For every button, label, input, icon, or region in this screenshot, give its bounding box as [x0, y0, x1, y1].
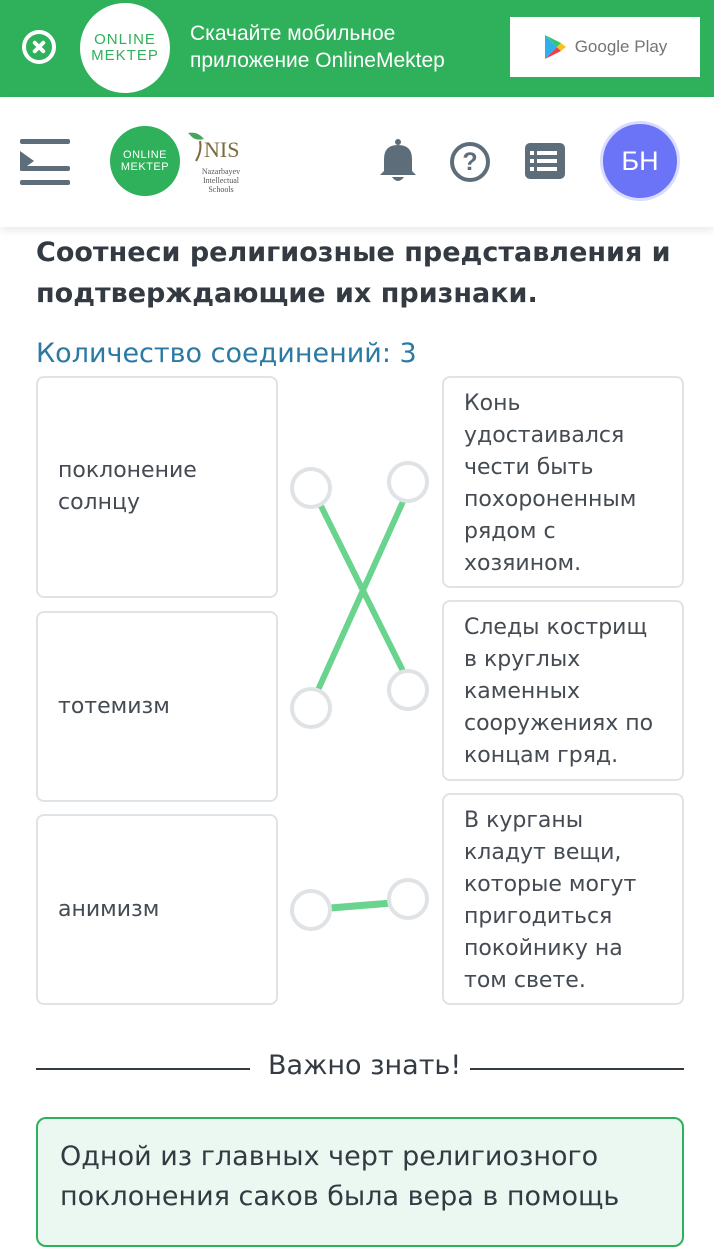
list-icon[interactable]	[525, 143, 565, 179]
user-avatar[interactable]: БН	[600, 121, 680, 201]
important-note-text: Одной из главных черт религиозного поклонения саков была вера в помощь	[60, 1141, 620, 1212]
right-option-1[interactable]	[442, 376, 684, 588]
header-logo-line2: MEKTEP	[120, 161, 170, 173]
right-option-2[interactable]	[442, 600, 684, 781]
bell-icon[interactable]	[378, 139, 418, 183]
divider-right	[470, 1068, 684, 1070]
google-play-label: Google Play	[574, 37, 668, 56]
connector-dot	[389, 671, 427, 709]
top-header	[0, 97, 714, 227]
connector-dot	[292, 689, 330, 727]
task-title: Соотнеси религиозные представления и подтверждающие их признаки.	[36, 237, 671, 309]
google-play-button[interactable]	[510, 17, 700, 77]
right-option-label: Конь удостаивался чести быть похороненным рядом с хозяином.	[464, 391, 637, 576]
logo-line1: ONLINE	[94, 31, 156, 48]
divider-left	[36, 1068, 250, 1070]
left-option-label: анимизм	[58, 896, 160, 922]
connector-dot	[292, 469, 330, 507]
connector-dot	[389, 463, 427, 501]
google-play-icon	[543, 34, 567, 60]
left-option-label: тотемизм	[58, 693, 170, 719]
nis-title: NIS	[204, 137, 240, 162]
banner-text	[190, 20, 445, 74]
left-option-label: поклонение солнцу	[58, 458, 197, 515]
left-option-2[interactable]	[36, 611, 278, 802]
right-option-3[interactable]	[442, 793, 684, 1005]
menu-icon[interactable]	[20, 139, 70, 185]
app-download-banner	[0, 0, 714, 97]
right-option-label: В курганы кладут вещи, которые могут пригодиться покойнику на том свете.	[464, 808, 637, 993]
close-banner-icon[interactable]	[22, 30, 56, 64]
logo-line2: MEKTEP	[91, 47, 159, 64]
banner-text-line1: Скачайте мобильное	[190, 22, 396, 45]
connector-dot	[292, 891, 330, 929]
connections-count: Количество соединений: 3	[36, 338, 417, 369]
onlinemektep-logo	[80, 3, 170, 93]
connection-line	[318, 497, 405, 690]
header-logo[interactable]	[110, 126, 180, 196]
left-option-3[interactable]	[36, 814, 278, 1005]
right-option-label: Следы кострищ в круглых каменных сооружениях по концам гряд.	[464, 615, 654, 768]
help-icon[interactable]: ?	[450, 142, 490, 182]
nis-subtitle: Nazarbayev Intellectual Schools	[201, 167, 241, 194]
important-note	[36, 1117, 684, 1247]
header-logo-line1: ONLINE	[123, 149, 167, 161]
left-option-1[interactable]	[36, 376, 278, 598]
important-heading: Важно знать!	[268, 1050, 462, 1081]
nis-logo	[184, 129, 254, 197]
connector-dot	[389, 880, 427, 918]
connection-line	[330, 903, 392, 908]
connection-line	[318, 500, 405, 675]
banner-text-line2: приложение OnlineMektep	[190, 49, 445, 72]
